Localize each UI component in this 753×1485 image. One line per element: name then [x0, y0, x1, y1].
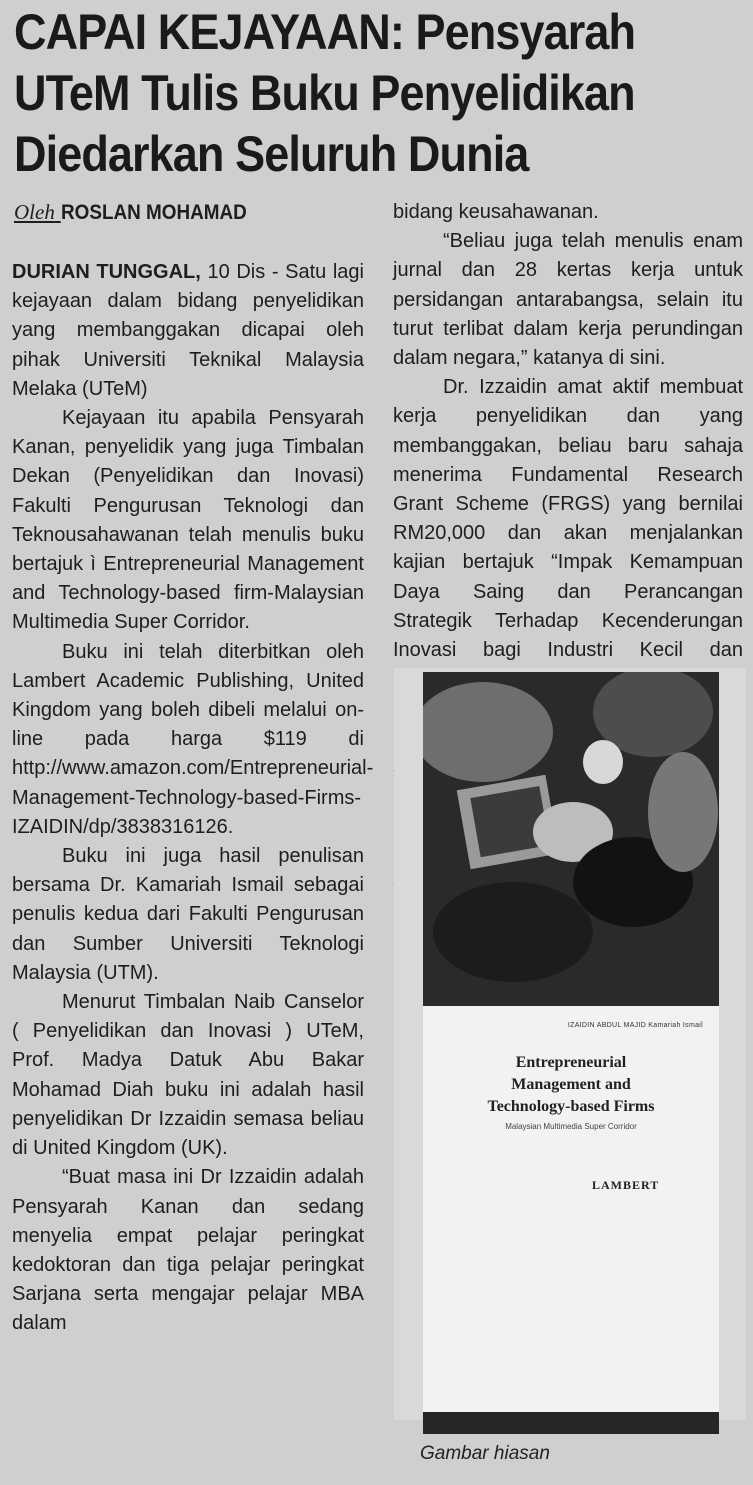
article-paragraph: Dr. Izzaidin amat aktif membuat kerja penyelidikan dan yang membanggakan, beliau baru sahaja menerima Fundamental Research Grant Scheme (FRGS) yang bernilai RM20,000 dan akan menjalankan kajian bertajuk “Impak Kemampuan Daya Saing dan Perancangan Strategik Terhadap Kecenderungan Inovasi bagi Industri Kecil dan: [393, 376, 743, 662]
article-paragraph: Menurut Timbalan Naib Canselor ( Penyelidikan dan Inovasi ) UTeM, Prof. Madya Datuk Abu Bakar Mohamad Diah buku ini adalah hasil penyelidikan Dr Izzaidin semasa beliau di United Kingdom (UK).: [12, 991, 364, 1160]
cover-title: [423, 1052, 719, 1118]
cover-photo: [423, 672, 719, 1006]
article-paragraph: [12, 258, 364, 404]
byline: [14, 200, 267, 225]
headline-line: UTeM Tulis Buku Penyelidikan: [14, 65, 635, 121]
article-paragraph: Buku ini juga hasil penulisan bersama Dr. Kamariah Ismail sebagai penulis kedua dari Fakulti Pengurusan dan Sumber Universiti Teknologi Malaysia (UTM).: [12, 845, 364, 984]
cover-authors: IZAIDIN ABDUL MAJID Kamariah Ismail: [567, 1022, 703, 1029]
byline-prefix: Oleh: [14, 200, 55, 224]
article-paragraph: Buku ini telah diterbitkan oleh Lambert Academic Publishing, United Kingdom yang boleh dibeli melalui on-line pada harga $119 di http://www.amazon.com/Entrepreneurial-Management-Technology-based-Firms-IZAIDIN/dp/3838316126.: [12, 640, 374, 838]
photo-caption: Gambar hiasan: [420, 1443, 550, 1464]
cover-subtitle: Malaysian Multimedia Super Corridor: [505, 1122, 637, 1131]
headline-line: Diedarkan Seluruh Dunia: [14, 126, 529, 182]
publisher-logo: LAMBERT: [592, 1178, 660, 1192]
dateline: DURIAN TUNGGAL,: [12, 261, 201, 283]
cover-bottom-band: [423, 1412, 719, 1434]
cover-title-line: Management and: [511, 1076, 631, 1093]
article-paragraph: “Beliau juga telah menulis enam jurnal dan 28 kertas kerja untuk persidangan antarabangsa, selain itu turut terlibat dalam kerja perundingan dalam negara,” katanya di sini.: [393, 230, 743, 370]
article-paragraph: Kejayaan itu apabila Pensyarah Kanan, penyelidik yang juga Timbalan Dekan (Penyelidikan dan Inovasi) Fakulti Pengurusan Teknologi dan Teknousahawanan telah menulis buku bertajuk ì Entrepreneurial Management and Technology-based firm-Malaysian Multimedia Super Corridor.: [12, 407, 364, 634]
headline-line: CAPAI KEJAYAAN: Pensyarah: [14, 4, 636, 60]
cover-title-line: Technology-based Firms: [487, 1098, 655, 1115]
article-column-1: [12, 258, 374, 1339]
article-paragraph: bidang keusahawanan.: [393, 201, 599, 223]
cover-photo-illustration: [423, 672, 719, 1006]
headline: [14, 2, 671, 185]
article-paragraph: “Buat masa ini Dr Izzaidin adalah Pensyarah Kanan dan sedang menyelia empat pelajar peringkat kedoktoran dan tiga pelajar peringkat Sarjana serta mengajar pelajar MBA dalam: [12, 1166, 364, 1335]
cover-title-line: Entrepreneurial: [515, 1054, 627, 1071]
paragraph-text: 10 Dis - Satu lagi kejayaan dalam bidang penyelidikan yang membanggakan dicapai oleh pihak Universiti Teknikal Malaysia Melaka (UTeM): [12, 261, 364, 400]
byline-author: ROSLAN MOHAMAD: [60, 201, 247, 224]
